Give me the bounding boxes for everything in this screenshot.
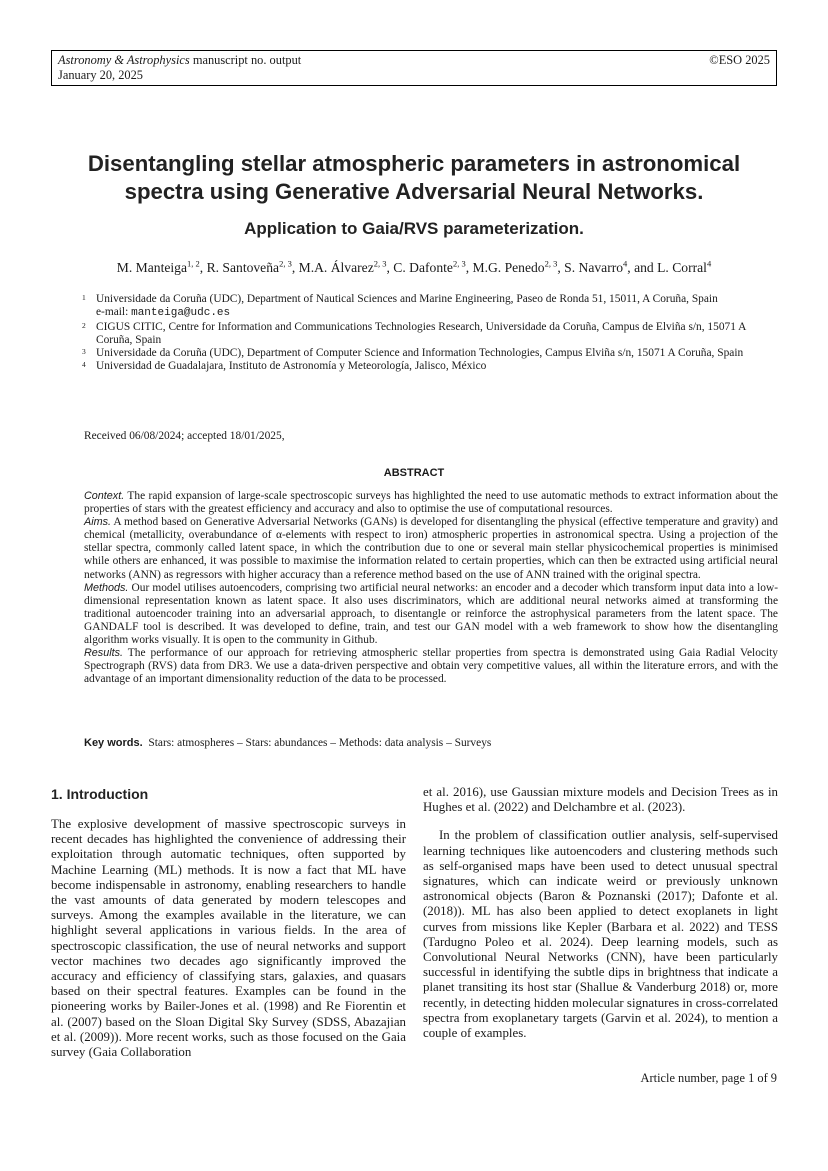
paragraph: In the problem of classification outlier analysis, self-supervised learning techniques like autoencoders and clustering methods such as self-organised maps have been used to detect unusual spectral signatures, which can indicate weird or previously unknown astronomical objects (Baron & Poznanski (2017); Dafonte et al. (2018)). ML has also been applied to detect exoplanets in light curves from missions like Kepler (Barbara et al. 2022) and TESS (Tardugno Poleo et al. 2024). Deep learning models, such as Convolutional Neural Networks (CNN), have been particularly successful in identifying the subtle dips in brightness that indicate a planet transiting its host star (Shallue & Vanderburg 2018) or, more recently, in detecting hidden molecular signatures in cross-correlated spectra from exoplanetary targets (Garvin et al. 2024), to mention a couple of examples. — [423, 828, 778, 1041]
running-header — [51, 50, 777, 86]
journal-line — [58, 53, 301, 68]
abstract-aims: Aims. A method based on Generative Adversarial Networks (GANs) is developed for disentangling the physical (effective temperature and gravity) and chemical (metallicity, overabundance of α-elements with respect to iron) atmospheric properties in astronomical spectra. Using a projection of the stellar spectra, commonly called latent space, in which the contribution due to one or several main stellar physicochemical properties is minimised while others are enhanced, it was possible to maximise the information related to certain properties, which can then be extracted using artificial neural networks (ANN) as regressors with higher accuracy than a reference method based on the use of ANN trained with the original spectra. — [84, 516, 778, 581]
paper-title: Disentangling stellar atmospheric parameters in astronomical spectra using Generative Adversarial Neural Networks. — [87, 151, 741, 204]
keywords — [84, 737, 491, 749]
abstract-heading: ABSTRACT — [383, 467, 445, 479]
received-date: Received 06/08/2024; accepted 18/01/2025, — [84, 430, 285, 442]
author: R. Santoveña$^{2, 3}$, — [206, 258, 299, 275]
author: L. Corral$^4$ — [657, 258, 712, 275]
journal-name: Astronomy & Astrophysics — [58, 53, 190, 67]
keywords-text: Stars: atmospheres – Stars: abundances – Methods: data analysis – Surveys — [148, 737, 492, 749]
page-footer: Article number, page 1 of 9 — [640, 1071, 777, 1085]
affiliation-item: 2 CIGUS CITIC, Centre for Information and Communications Technologies Research, Universidade da Coruña, Campus de Elviña s/n, 15071 A Coruña, Spain — [82, 320, 746, 346]
copyright: ©ESO 2025 — [709, 53, 770, 67]
author-list — [40, 254, 788, 277]
header-date: January 20, 2025 — [58, 68, 143, 82]
right-column — [423, 785, 778, 1041]
paper-subtitle: Application to Gaia/RVS parameterization. — [244, 219, 584, 238]
author: S. Navarro$^4$, and — [564, 258, 658, 275]
affiliation-item: 3 Universidade da Coruña (UDC), Department of Computer Science and Information Technologies, Campus Elviña s/n, 15071 A Coruña, Spain — [82, 347, 744, 360]
keywords-label: Key words. — [84, 737, 143, 749]
abstract-body — [84, 490, 778, 686]
author: M.A. Álvarez$^{2, 3}$, — [298, 258, 394, 275]
affiliation-item: 1 Universidade da Coruña (UDC), Department of Nautical Sciences and Marine Engineering, Paseo de Ronda 51, 15011, A Coruña, Spain e-mail: manteiga@udc.es — [82, 293, 718, 320]
section-heading: 1. Introduction — [51, 786, 149, 802]
abstract-methods: Methods. Our model utilises autoencoders, comprising two artificial neural networks: an encoder and a decoder which transform input data into a low-dimensional representation known as latent space. It also uses discriminators, which are additional neural networks aimed at transforming the traditional autoencoder training into an adversarial approach, to disentangle or reinforce the astrophysical parameters from the latent space. The GANDALF tool is described. It was developed to define, train, and test our GAN model with a web framework to show how the disentangling algorithm works visually. It is open to the community in Github. — [84, 581, 778, 647]
paragraph: et al. 2016), use Gaussian mixture models and Decision Trees as in Hughes et al. (2022) and Delchambre et al. (2023). — [423, 785, 778, 815]
author: C. Dafonte$^{2, 3}$, — [393, 258, 473, 275]
abstract-results: Results. The performance of our approach for retrieving atmospheric stellar properties from spectra is demonstrated using Gaia Radial Velocity Spectrograph (RVS) data from DR3. We use a data-driven perspective and obtain very competitive values, all within the literature errors, and with the advantage of an important dimensionality reduction of the data to be processed. — [84, 647, 778, 686]
author: M. Manteiga$^{1, 2}$, — [116, 258, 207, 275]
left-column — [51, 785, 406, 1060]
affiliation-item: 4 Universidad de Guadalajara, Instituto de Astronomía y Meteorología, Jalisco, México — [82, 360, 487, 373]
email-link[interactable]: manteiga@udc.es — [131, 307, 231, 320]
affiliations — [84, 293, 778, 374]
abstract-context: Context. The rapid expansion of large-scale spectroscopic surveys has highlighted the need to use automatic methods to extract information about the properties of stars with the greatest efficiency and accuracy and also to optimise the use of computational resources. — [84, 490, 778, 516]
manuscript-label: manuscript no. output — [189, 53, 302, 67]
author: M.G. Penedo$^{2, 3}$, — [472, 258, 565, 275]
paragraph: The explosive development of massive spectroscopic surveys in recent decades has highlighted the convenience of addressing their exploitation through automatic techniques, often supported by Machine Learning (ML) methods. It is now a fact that ML have become indispensable in astronomy, enabling researchers to handle the vast amounts of data generated by modern telescopes and surveys. Among the examples available in the literature, we can highlight several applications in various fields. In the area of spectroscopic classification, the use of neural networks and support vector machines two decades ago significantly improved the accuracy and efficiency of classifying stars, galaxies, and quasars based on their spectral features. Examples can be found in the pioneering works by Bailer-Jones et al. (1998) and Re Fiorentin et al. (2007) based on the Sloan Digital Sky Survey (SDSS, Abazajian et al. (2009)). More recent works, such as those focused on the Gaia survey (Gaia Collaboration — [51, 817, 406, 1060]
